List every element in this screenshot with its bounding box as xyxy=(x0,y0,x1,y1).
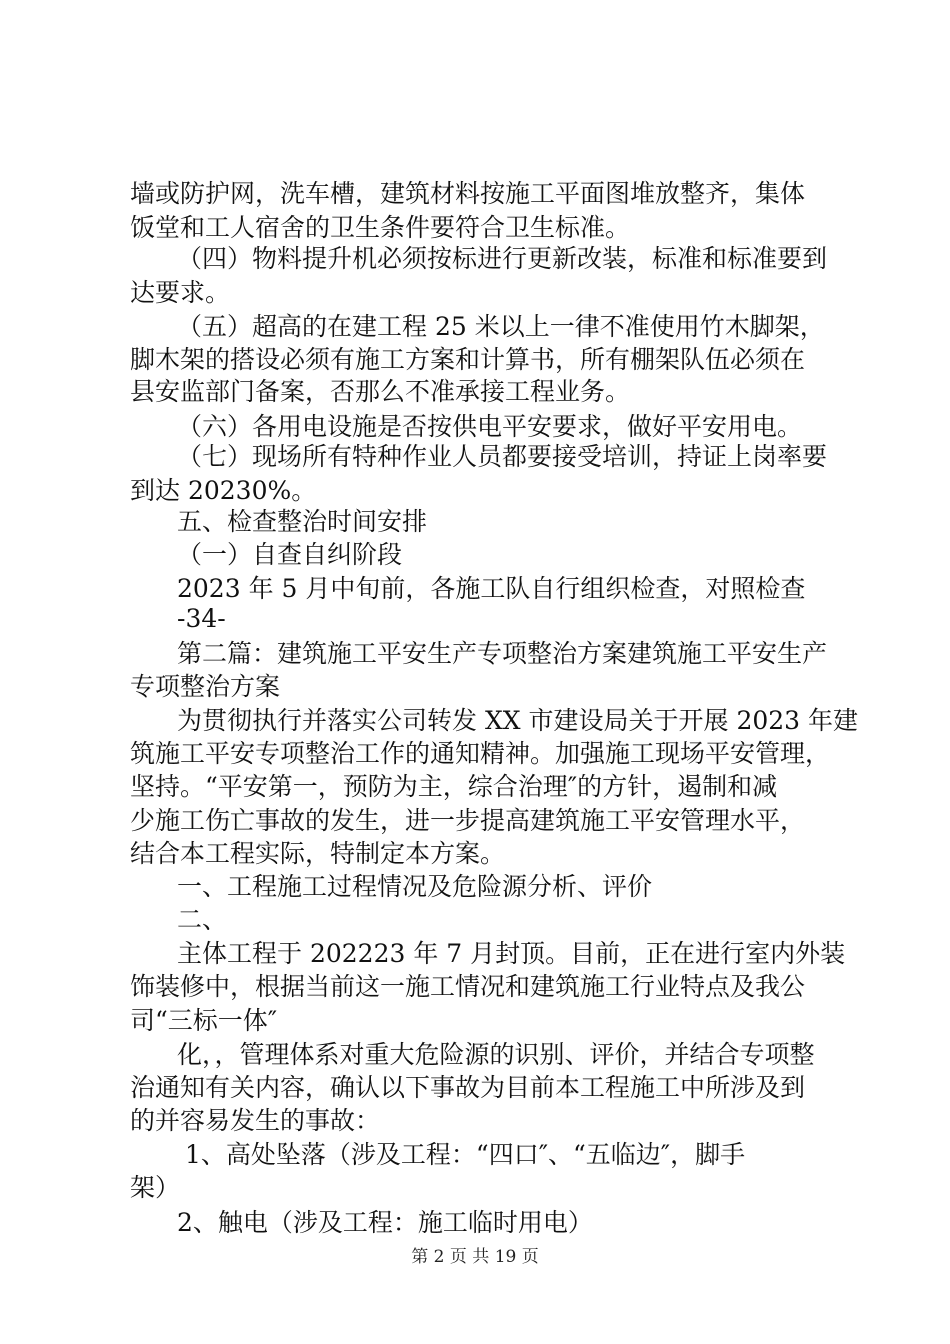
text-line: （六）各用电设施是否按供电平安要求，做好平安用电。 xyxy=(177,412,803,441)
text-line: 为贯彻执行并落实公司转发 XX 市建设局关于开展 2023 年建 xyxy=(177,706,859,735)
section-heading: 一、工程施工过程情况及危险源分析、评价 xyxy=(177,872,653,901)
text-line: 主体工程于 202223 年 7 月封顶。目前，正在进行室内外装 xyxy=(177,939,846,968)
text-line: 脚木架的搭设必须有施工方案和计算书，所有棚架队伍必须在 xyxy=(130,345,806,374)
text-line: 到达 20230%。 xyxy=(130,476,317,505)
chapter-title: 第二篇：建筑施工平安生产专项整治方案建筑施工平安生产 xyxy=(177,639,828,668)
list-item: 1、高处坠落（涉及工程：“四口″、“五临边″，脚手 xyxy=(185,1140,746,1169)
text-line: 墙或防护网，洗车槽，建筑材料按施工平面图堆放整齐，集体 xyxy=(130,179,806,208)
text-line: 饭堂和工人宿舍的卫生条件要符合卫生标准。 xyxy=(130,213,631,242)
text-line: 结合本工程实际，特制定本方案。 xyxy=(130,839,506,868)
text-line: 坚持。“平安第一，预防为主，综合治理″的方针，遏制和减 xyxy=(130,772,778,801)
text-line: 县安监部门备案，否那么不准承接工程业务。 xyxy=(130,377,631,406)
list-item: 架） xyxy=(130,1173,181,1202)
chapter-title: 专项整治方案 xyxy=(130,672,281,701)
list-item: 2、触电（涉及工程：施工临时用电） xyxy=(177,1208,593,1237)
inline-page-marker: -34- xyxy=(177,604,226,633)
text-line: （五）超高的在建工程 25 米以上一律不准使用竹木脚架， xyxy=(177,312,825,341)
text-line: 筑施工平安专项整治工作的通知精神。加强施工现场平安管理， xyxy=(130,739,831,768)
section-heading: 五、检查整治时间安排 xyxy=(177,507,428,536)
subsection-heading: （一）自查自纠阶段 xyxy=(177,540,403,569)
page-number-footer: 第 2 页 共 19 页 xyxy=(411,1247,539,1267)
text-line: 的并容易发生的事故： xyxy=(130,1106,381,1135)
text-line: 少施工伤亡事故的发生，进一步提高建筑施工平安管理水平， xyxy=(130,806,806,835)
text-line: 达要求。 xyxy=(130,278,231,307)
text-line: 2023 年 5 月中旬前，各施工队自行组织检查，对照检查 xyxy=(177,574,806,603)
text-line: 饰装修中，根据当前这一施工情况和建筑施工行业特点及我公 xyxy=(130,972,806,1001)
text-line: 化，，管理体系对重大危险源的识别、评价，并结合专项整 xyxy=(177,1040,815,1069)
section-heading: 二、 xyxy=(177,905,228,934)
text-line: （四）物料提升机必须按标进行更新改装，标准和标准要到 xyxy=(177,244,828,273)
text-line: 司“三标一体″ xyxy=(130,1006,278,1035)
text-line: 治通知有关内容，确认以下事故为目前本工程施工中所涉及到 xyxy=(130,1073,806,1102)
text-line: （七）现场所有特种作业人员都要接受培训，持证上岗率要 xyxy=(177,442,828,471)
